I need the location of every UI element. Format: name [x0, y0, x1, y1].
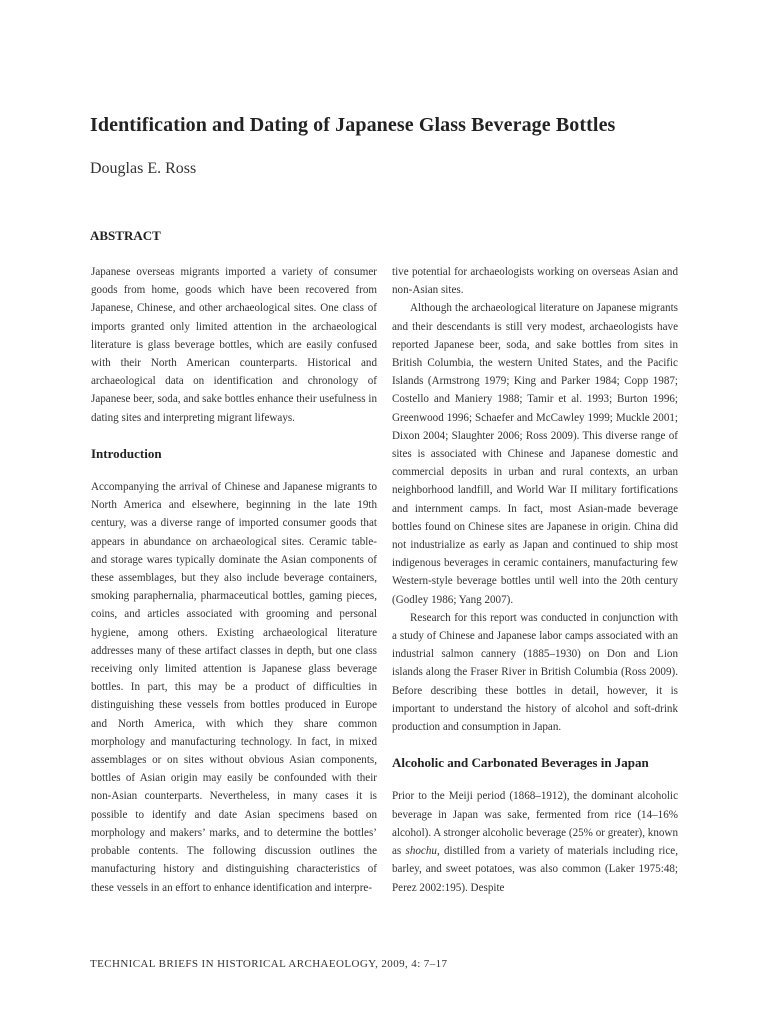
- journal-citation: TECHNICAL BRIEFS IN HISTORICAL ARCHAEOLOGY, 2009, 4: 7–17: [90, 958, 448, 970]
- article-title: Identification and Dating of Japanese Glass Beverage Bottles: [90, 114, 616, 136]
- right-column: [392, 263, 678, 897]
- abstract-heading: ABSTRACT: [90, 228, 161, 243]
- introduction-paragraph: Accompanying the arrival of Chinese and Japanese migrants to North America and elsewhere, beginning in the late 19th century, was a diverse range of imported consumer goods that appears in abundance on archaeological sites. Ceramic table- and storage wares typically dominate the Asian components of these assemblages, but they also include beverage containers, smoking paraphernalia, pharmaceutical bottles, gaming pieces, coins, and articles associated with grooming and personal hygiene, among others. Existing archaeological literature addresses many of these artifact classes in depth, but one class receiving only limited attention is Japanese glass beverage bottles. In part, this may be a product of difficulties in distinguishing these vessels from bottles produced in Europe and North America, with which they share common morphology and manufacturing technology. In fact, in mixed assemblages or on sites without obvious Asian components, bottles of Asian origin may easily be confounded with their non-Asian counterparts. Nevertheless, in many cases it is possible to identify and date Asian specimens based on morphology and makers’ marks, and to determine the bottles’ probable contents. The following discussion outlines the manufacturing history and distinguishing characteristics of these vessels in an effort to enhance identification and interpre-: [91, 481, 377, 894]
- left-column: [91, 263, 377, 897]
- beverages-text-start: Prior to the Meiji period (1868–1912), the dominant alcoholic beverage in Japan was sake, fermented from rice (14–16% alcohol). A stronger alcoholic beverage (25% or greater), known as: [392, 790, 678, 858]
- shochu-term: shochu: [405, 845, 437, 858]
- beverages-paragraph: [392, 787, 678, 896]
- abstract-paragraph: Japanese overseas migrants imported a variety of consumer goods from home, goods which have been recovered from Japanese, Chinese, and other archaeological sites. One class of imports granted only limited attention in the archaeological literature is glass beverage bottles, which are easily confused with their North American counterparts. Historical and archaeological data on identification and chronology of Japanese beer, soda, and sake bottles enhance their usefulness in dating sites and interpreting migrant lifeways.: [91, 266, 377, 424]
- introduction-paragraph: Research for this report was conducted in conjunction with a study of Chinese and Japanese labor camps associated with an industrial salmon cannery (1885–1930) on Don and Lion islands along the Fraser River in British Columbia (Ross 2009). Before describing these bottles in detail, however, it is important to understand the history of alcohol and soft-drink production and consumption in Japan.: [392, 611, 678, 734]
- article-author: Douglas E. Ross: [90, 160, 197, 177]
- beverages-heading: Alcoholic and Carbonated Beverages in Japan: [392, 755, 649, 771]
- introduction-paragraph-continued: tive potential for archaeologists working on overseas Asian and non-Asian sites.: [392, 266, 678, 297]
- introduction-heading: Introduction: [91, 445, 162, 461]
- introduction-paragraph: Although the archaeological literature on Japanese migrants and their descendants is still very modest, archaeologists have reported Japanese beer, soda, and sake bottles from sites in British Columbia, the western United States, and the Pacific Islands (Armstrong 1979; King and Parker 1984; Copp 1987; Costello and Maniery 1988; Tamir et al. 1993; Burton 1996; Greenwood 1996; Schaefer and McCawley 1999; Muckle 2001; Dixon 2004; Slaughter 2006; Ross 2009). This diverse range of sites is associated with Chinese and Japanese domestic and commercial deposits in urban and rural contexts, an urban neighborhood landfill, and World War II military fortifications and internment camps. In fact, most Asian-made beverage bottles found on Chinese sites are Japanese in origin. China did not industrialize as early as Japan and continued to ship most indigenous beverages in ceramic containers, manufacturing few Western-style beverage bottles until well into the 20th century (Godley 1986; Yang 2007).: [392, 302, 678, 606]
- beverages-text-end: , distilled from a variety of materials including rice, barley, and sweet potatoes, was also common (Laker 1975:48; Perez 2002:195). Despite: [392, 845, 678, 894]
